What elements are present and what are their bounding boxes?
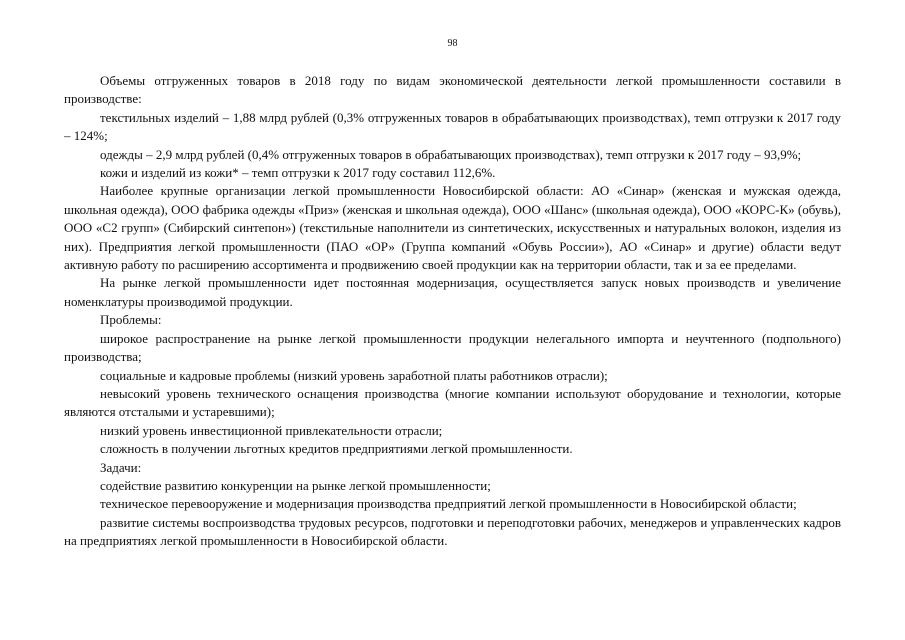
task-item: развитие системы воспроизводства трудовых ресурсов, подготовки и переподготовки рабочих, менеджеров и управленческих кадров на предприятиях легкой промышленности в Новосибирской области. — [64, 514, 841, 549]
problem-item: невысокий уровень технического оснащения производства (многие компании используют оборудование и технологии, которые являются отсталыми и устаревшими); — [64, 385, 841, 420]
heading-tasks: Задачи: — [100, 459, 142, 475]
paragraph-textiles: текстильных изделий – 1,88 млрд рублей (0,3% отгруженных товаров в обрабатывающих производствах), темп отгрузки к 2017 году – 124%; — [64, 109, 841, 144]
paragraph-largest-organizations: Наиболее крупные организации легкой промышленности Новосибирской области: АО «Синар» (женская и мужская одежда, школьная одежда), ООО фабрика одежды «Приз» (женская и школьная одежда), ООО «Шанс» (школьная одежда), ООО «КОРС-К» (обувь), ООО «С2 групп» (Сибирский синтепон») (текстильные наполнители из синтетических, искусственных и натуральных волокон, изделия из них). Предприятия легкой промышленности (ПАО «ОР» (Группа компаний «Обувь России»), АО «Синар» и другие) области ведут активную работу по расширению ассортимента и продвижению своей продукции как на территории области, так и за ее пределами. — [64, 183, 841, 273]
paragraph-clothing: одежды – 2,9 млрд рублей (0,4% отгруженных товаров в обрабатывающих производствах), темп отгрузки к 2017 году – 93,9%; — [100, 146, 802, 162]
task-item: содействие развитию конкуренции на рынке легкой промышленности; — [100, 477, 491, 493]
paragraph-shipment-volumes: Объемы отгруженных товаров в 2018 году по видам экономической деятельности легкой промышленности составили в производстве: — [64, 73, 841, 107]
problem-item: сложность в получении льготных кредитов предприятиями легкой промышленности. — [100, 441, 573, 457]
paragraph-leather: кожи и изделий из кожи* – темп отгрузки к 2017 году составил 112,6%. — [100, 165, 496, 181]
heading-problems: Проблемы: — [100, 312, 162, 328]
document-body — [64, 72, 841, 551]
problem-item: широкое распространение на рынке легкой промышленности продукции нелегального импорта и неучтенного (подпольного) производства; — [64, 330, 841, 365]
problem-item: низкий уровень инвестиционной привлекательности отрасли; — [100, 422, 443, 438]
problem-item: социальные и кадровые проблемы (низкий уровень заработной платы работников отрасли); — [100, 367, 608, 383]
paragraph-modernization: На рынке легкой промышленности идет постоянная модернизация, осуществляется запуск новых производств и увеличение номенклатуры производимой продукции. — [64, 275, 841, 309]
page-number: 98 — [447, 38, 458, 49]
task-item: техническое перевооружение и модернизация производства предприятий легкой промышленности в Новосибирской области; — [100, 496, 797, 512]
